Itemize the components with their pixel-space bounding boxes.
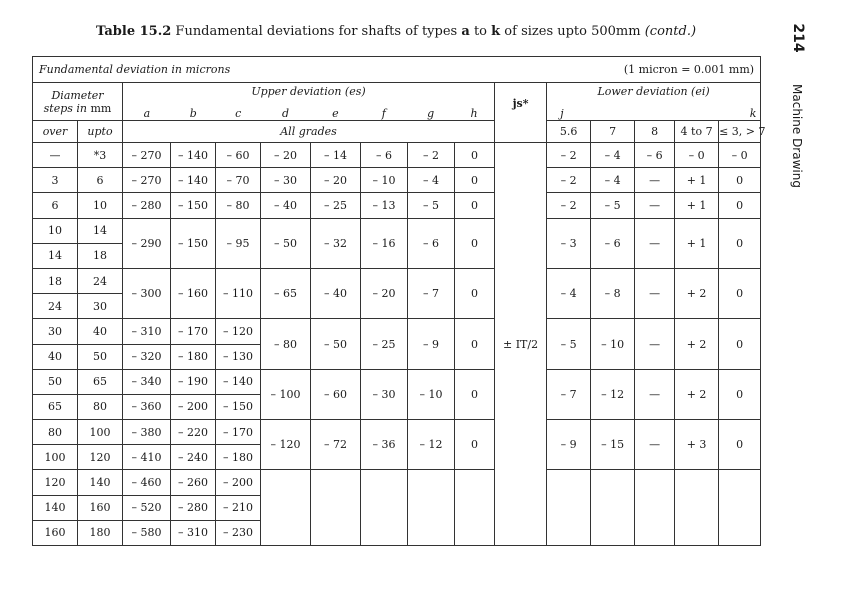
cell-j3: – 6 — [635, 143, 675, 168]
cell-g: – 10 — [408, 369, 455, 419]
cell-over: 6 — [33, 193, 78, 218]
cell-upto: 100 — [78, 420, 123, 445]
cell-j3: — — [635, 168, 675, 193]
cell-over: 40 — [33, 344, 78, 369]
diameter-header — [33, 83, 123, 121]
deviation-table — [32, 56, 766, 546]
cell-upto: 14 — [78, 218, 123, 243]
cell-j2: – 12 — [591, 369, 635, 419]
cell-h: 0 — [455, 319, 495, 369]
all-grades-header: All grades — [123, 121, 495, 143]
cell-j3: — — [635, 369, 675, 419]
cell-a: – 280 — [123, 193, 171, 218]
cell-k2: – 0 — [719, 143, 761, 168]
lower-deviation-cell — [547, 83, 761, 121]
col-c-label: c — [235, 107, 242, 120]
cell-j3: — — [635, 218, 675, 268]
cell-j2 — [591, 470, 635, 546]
running-head: Machine Drawing — [790, 84, 804, 188]
header-row-2 — [33, 121, 761, 143]
caption-text-a: Fundamental deviations for shafts of types — [175, 24, 458, 39]
cell-d — [261, 470, 311, 546]
col-j-label: j — [560, 107, 564, 120]
cell-f: – 13 — [361, 193, 408, 218]
cell-upto: 180 — [78, 520, 123, 545]
cell-g: – 2 — [408, 143, 455, 168]
table-caption — [0, 24, 792, 39]
cell-a: – 300 — [123, 268, 171, 318]
page-sidebar — [776, 23, 816, 198]
cell-e: – 25 — [311, 193, 361, 218]
header-row-1 — [33, 83, 761, 121]
cell-f: – 10 — [361, 168, 408, 193]
cell-b: – 190 — [171, 369, 216, 394]
cell-b: – 260 — [171, 470, 216, 495]
cell-d: – 40 — [261, 193, 311, 218]
cell-f: – 30 — [361, 369, 408, 419]
cell-h: 0 — [455, 218, 495, 268]
cell-b: – 140 — [171, 143, 216, 168]
grade-j-7: 7 — [591, 121, 635, 143]
cell-b: – 180 — [171, 344, 216, 369]
page-number: 214 — [790, 23, 806, 53]
cell-over: 65 — [33, 394, 78, 419]
cell-b: – 170 — [171, 319, 216, 344]
cell-k2: 0 — [719, 193, 761, 218]
cell-e: – 40 — [311, 268, 361, 318]
cell-upto: 65 — [78, 369, 123, 394]
cell-over: — — [33, 143, 78, 168]
cell-k2: 0 — [719, 268, 761, 318]
diameter-header-unit: mm — [90, 101, 112, 115]
cell-j2: – 5 — [591, 193, 635, 218]
cell-upto: 30 — [78, 294, 123, 319]
cell-e — [311, 470, 361, 546]
cell-c: – 70 — [216, 168, 261, 193]
cell-f: – 20 — [361, 268, 408, 318]
cell-b: – 220 — [171, 420, 216, 445]
upto-header: upto — [78, 121, 123, 143]
cell-d: – 50 — [261, 218, 311, 268]
diameter-header-line-1: Diameter — [51, 88, 104, 102]
cell-over: 30 — [33, 319, 78, 344]
cell-f: – 36 — [361, 420, 408, 470]
upper-deviation-header: Upper deviation (es) — [251, 85, 366, 98]
cell-k2: 0 — [719, 168, 761, 193]
cell-upto: 24 — [78, 268, 123, 293]
cell-over: 3 — [33, 168, 78, 193]
cell-k1: + 1 — [675, 218, 719, 268]
cell-f: – 6 — [361, 143, 408, 168]
cell-upto: 120 — [78, 445, 123, 470]
cell-a: – 380 — [123, 420, 171, 445]
cell-k1 — [675, 470, 719, 546]
cell-over: 140 — [33, 495, 78, 520]
col-h-label: h — [470, 107, 478, 120]
cell-over: 120 — [33, 470, 78, 495]
cell-j2: – 15 — [591, 420, 635, 470]
grade-k-4-to-7: 4 to 7 — [675, 121, 719, 143]
cell-c: – 95 — [216, 218, 261, 268]
cell-k1: + 2 — [675, 319, 719, 369]
col-d-label: d — [282, 107, 290, 120]
cell-d: – 65 — [261, 268, 311, 318]
cell-j3: — — [635, 268, 675, 318]
cell-upto: 80 — [78, 394, 123, 419]
caption-letter-k: k — [491, 24, 501, 39]
table-row — [33, 268, 761, 293]
cell-j3: — — [635, 319, 675, 369]
cell-h: 0 — [455, 268, 495, 318]
js-header: js* — [495, 83, 547, 143]
caption-letter-a: a — [461, 24, 470, 39]
cell-a: – 580 — [123, 520, 171, 545]
lower-deviation-header: Lower deviation (ei) — [597, 85, 710, 98]
cell-j2: – 8 — [591, 268, 635, 318]
cell-j1 — [547, 470, 591, 546]
cell-a: – 270 — [123, 168, 171, 193]
cell-k2 — [719, 470, 761, 546]
caption-contd: (contd.) — [644, 24, 697, 39]
col-b-label: b — [189, 107, 197, 120]
cell-a: – 520 — [123, 495, 171, 520]
cell-k1: + 3 — [675, 420, 719, 470]
cell-k2: 0 — [719, 218, 761, 268]
cell-g — [408, 470, 455, 546]
cell-a: – 340 — [123, 369, 171, 394]
cell-j1: – 7 — [547, 369, 591, 419]
upper-deviation-cell — [123, 83, 495, 121]
cell-j2: – 10 — [591, 319, 635, 369]
cell-k2: 0 — [719, 319, 761, 369]
cell-upto: 18 — [78, 243, 123, 268]
cell-e: – 20 — [311, 168, 361, 193]
cell-upto: *3 — [78, 143, 123, 168]
caption-text-b: of sizes upto 500mm — [504, 24, 641, 39]
cell-j1: – 3 — [547, 218, 591, 268]
col-k-label: k — [749, 107, 757, 120]
cell-b: – 240 — [171, 445, 216, 470]
cell-k2: 0 — [719, 369, 761, 419]
cell-c: – 80 — [216, 193, 261, 218]
cell-k1: + 1 — [675, 168, 719, 193]
cell-j3 — [635, 470, 675, 546]
cell-a: – 310 — [123, 319, 171, 344]
cell-k1: + 2 — [675, 369, 719, 419]
cell-b: – 160 — [171, 268, 216, 318]
table-row — [33, 420, 761, 445]
caption-to: to — [473, 24, 487, 39]
cell-j2: – 4 — [591, 143, 635, 168]
cell-c: – 130 — [216, 344, 261, 369]
cell-h: 0 — [455, 143, 495, 168]
cell-f: – 25 — [361, 319, 408, 369]
cell-a: – 320 — [123, 344, 171, 369]
cell-e: – 32 — [311, 218, 361, 268]
table-title: Fundamental deviation in microns — [33, 57, 547, 83]
table-row — [33, 369, 761, 394]
cell-upto: 10 — [78, 193, 123, 218]
cell-a: – 290 — [123, 218, 171, 268]
cell-k1: + 1 — [675, 193, 719, 218]
cell-d: – 20 — [261, 143, 311, 168]
lower-letters — [547, 107, 760, 120]
cell-e: – 60 — [311, 369, 361, 419]
cell-h: 0 — [455, 369, 495, 419]
cell-h: 0 — [455, 420, 495, 470]
cell-a: – 270 — [123, 143, 171, 168]
cell-upto: 40 — [78, 319, 123, 344]
cell-e: – 72 — [311, 420, 361, 470]
cell-d: – 30 — [261, 168, 311, 193]
grade-j-5-6: 5.6 — [547, 121, 591, 143]
unit-note: (1 micron = 0.001 mm) — [547, 57, 761, 83]
cell-j1: – 4 — [547, 268, 591, 318]
cell-e: – 50 — [311, 319, 361, 369]
table-row — [33, 193, 761, 218]
cell-c: – 60 — [216, 143, 261, 168]
cell-f: – 16 — [361, 218, 408, 268]
cell-over: 160 — [33, 520, 78, 545]
cell-h: 0 — [455, 193, 495, 218]
cell-g: – 7 — [408, 268, 455, 318]
cell-over: 80 — [33, 420, 78, 445]
table-row — [33, 143, 761, 168]
cell-c: – 180 — [216, 445, 261, 470]
cell-j1: – 2 — [547, 143, 591, 168]
cell-j1: – 2 — [547, 193, 591, 218]
cell-upto: 140 — [78, 470, 123, 495]
cell-b: – 150 — [171, 193, 216, 218]
cell-j1: – 2 — [547, 168, 591, 193]
diameter-header-line-2: steps in — [43, 101, 87, 115]
col-f-label: f — [381, 107, 386, 120]
cell-over: 10 — [33, 218, 78, 243]
cell-g: – 5 — [408, 193, 455, 218]
cell-g: – 6 — [408, 218, 455, 268]
cell-over: 24 — [33, 294, 78, 319]
cell-g: – 12 — [408, 420, 455, 470]
upper-letters — [123, 107, 494, 120]
col-e-label: e — [332, 107, 339, 120]
cell-over: 50 — [33, 369, 78, 394]
cell-k1: – 0 — [675, 143, 719, 168]
grade-k-le3-gt7: ≤ 3, > 7 — [719, 121, 761, 143]
cell-c: – 200 — [216, 470, 261, 495]
cell-upto: 50 — [78, 344, 123, 369]
cell-d: – 100 — [261, 369, 311, 419]
cell-b: – 150 — [171, 218, 216, 268]
cell-b: – 140 — [171, 168, 216, 193]
cell-j2: – 4 — [591, 168, 635, 193]
cell-d: – 120 — [261, 420, 311, 470]
cell-over: 100 — [33, 445, 78, 470]
cell-upto: 160 — [78, 495, 123, 520]
cell-e: – 14 — [311, 143, 361, 168]
col-a-label: a — [143, 107, 151, 120]
cell-h — [455, 470, 495, 546]
cell-c: – 150 — [216, 394, 261, 419]
cell-c: – 120 — [216, 319, 261, 344]
cell-c: – 210 — [216, 495, 261, 520]
cell-j1: – 9 — [547, 420, 591, 470]
table-row — [33, 218, 761, 243]
cell-j3: — — [635, 193, 675, 218]
cell-c: – 230 — [216, 520, 261, 545]
cell-j2: – 6 — [591, 218, 635, 268]
table-row — [33, 168, 761, 193]
cell-k2: 0 — [719, 420, 761, 470]
cell-a: – 410 — [123, 445, 171, 470]
cell-d: – 80 — [261, 319, 311, 369]
cell-g: – 9 — [408, 319, 455, 369]
cell-f — [361, 470, 408, 546]
cell-a: – 360 — [123, 394, 171, 419]
cell-b: – 200 — [171, 394, 216, 419]
cell-c: – 110 — [216, 268, 261, 318]
cell-j3: — — [635, 420, 675, 470]
cell-c: – 170 — [216, 420, 261, 445]
over-header: over — [33, 121, 78, 143]
cell-j1: – 5 — [547, 319, 591, 369]
cell-over: 18 — [33, 268, 78, 293]
cell-b: – 280 — [171, 495, 216, 520]
caption-prefix: Table 15.2 — [95, 24, 172, 39]
cell-g: – 4 — [408, 168, 455, 193]
cell-b: – 310 — [171, 520, 216, 545]
cell-k1: + 2 — [675, 268, 719, 318]
cell-upto: 6 — [78, 168, 123, 193]
table-row — [33, 470, 761, 495]
title-row — [33, 57, 761, 83]
cell-h: 0 — [455, 168, 495, 193]
cell-over: 14 — [33, 243, 78, 268]
cell-c: – 140 — [216, 369, 261, 394]
col-g-label: g — [427, 107, 435, 120]
js-value: ± IT/2 — [495, 143, 547, 546]
table-row — [33, 319, 761, 344]
cell-a: – 460 — [123, 470, 171, 495]
grade-j-8: 8 — [635, 121, 675, 143]
